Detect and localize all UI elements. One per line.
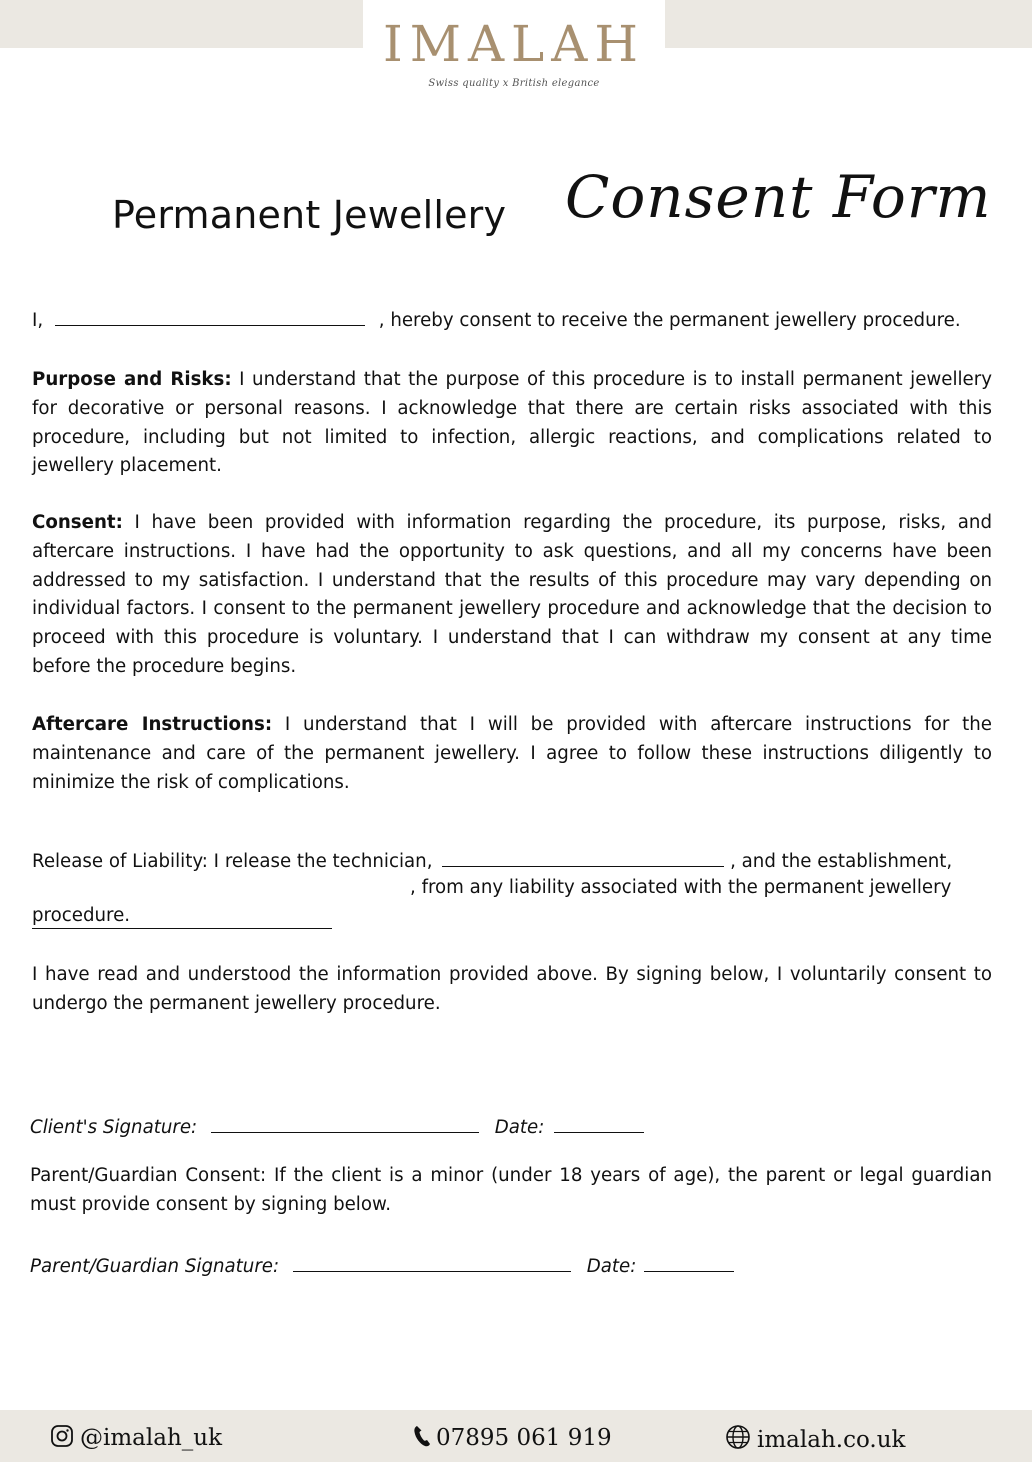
establishment-name-field[interactable]	[32, 905, 332, 929]
website-contact[interactable]	[725, 1424, 905, 1456]
aftercare-text: I understand that I will be provided with aftercare instructions for the maintenance and care of the permanent jewellery. I agree to follow these instructions diligently to minimize the risk of complications.	[32, 714, 992, 793]
globe-icon	[725, 1424, 751, 1456]
guardian-signature-label: Parent/Guardian Signature:	[30, 1256, 280, 1277]
liability-part2: , and the establishment,	[730, 851, 953, 872]
purpose-section	[32, 366, 992, 481]
liability-part3: , from any liability associated with the permanent jewellery	[410, 877, 952, 898]
client-signature-label: Client's Signature:	[30, 1117, 198, 1138]
brand-logo	[363, 14, 665, 89]
client-date-field[interactable]	[554, 1115, 644, 1133]
intro-line	[32, 308, 961, 331]
client-name-field[interactable]	[55, 308, 365, 326]
phone-icon	[412, 1424, 432, 1454]
header-band-right	[665, 0, 1032, 48]
client-signature-row	[30, 1115, 644, 1138]
liability-line-2	[410, 877, 951, 898]
brand-tagline: Swiss quality x British elegance	[428, 78, 600, 89]
liability-line-1	[32, 849, 952, 872]
client-signature-field[interactable]	[211, 1115, 479, 1133]
consent-heading: Consent:	[32, 512, 123, 533]
aftercare-heading: Aftercare Instructions:	[32, 714, 273, 735]
instagram-icon	[50, 1424, 74, 1454]
guardian-consent-text: Parent/Guardian Consent: If the client is a minor (under 18 years of age), the parent or legal guardian must provide consent by signing below.	[30, 1165, 992, 1215]
footer	[0, 1410, 1032, 1462]
acknowledgement-text: I have read and understood the information provided above. By signing below, I voluntarily consent to undergo the permanent jewellery procedure.	[32, 964, 992, 1014]
purpose-heading: Purpose and Risks:	[32, 369, 232, 390]
page-title-script: Consent Form	[565, 163, 992, 231]
header-band-left	[0, 0, 363, 48]
purpose-text: I understand that the purpose of this procedure is to install permanent jewellery for decorative or personal reasons. I acknowledge that there are certain risks associated with this procedure, including but not limited to infection, allergic reactions, and complications related to jewellery placement.	[32, 369, 992, 477]
technician-name-field[interactable]	[442, 849, 724, 867]
liability-part1: Release of Liability: I release the technician,	[32, 851, 433, 872]
guardian-date-field[interactable]	[644, 1254, 734, 1272]
aftercare-section	[32, 711, 992, 797]
guardian-date-label: Date:	[586, 1256, 637, 1277]
guardian-signature-field[interactable]	[293, 1254, 571, 1272]
phone-contact[interactable]	[412, 1424, 612, 1454]
brand-name: IMALAH	[383, 15, 645, 73]
intro-suffix: , hereby consent to receive the permanent jewellery procedure.	[378, 310, 961, 331]
intro-prefix: I,	[32, 310, 44, 331]
website-url: imalah.co.uk	[757, 1427, 906, 1453]
client-date-label: Date:	[494, 1117, 545, 1138]
instagram-handle: @imalah_uk	[80, 1425, 223, 1451]
guardian-signature-row	[30, 1254, 734, 1277]
phone-number: 07895 061 919	[436, 1425, 612, 1451]
consent-section	[32, 509, 992, 682]
page-title: Permanent Jewellery	[112, 193, 507, 237]
instagram-contact[interactable]	[50, 1424, 222, 1454]
liability-part4: procedure.	[32, 905, 131, 926]
liability-line-3	[32, 905, 332, 929]
consent-text: I have been provided with information regarding the procedure, its purpose, risks, and aftercare instructions. I have had the opportunity to ask questions, and all my concerns have been addressed to my satisfaction. I understand that the results of this procedure may vary depending on individual factors. I consent to the permanent jewellery procedure and acknowledge that the decision to proceed with this procedure is voluntary. I understand that I can withdraw my consent at any time before the procedure begins.	[32, 512, 992, 677]
